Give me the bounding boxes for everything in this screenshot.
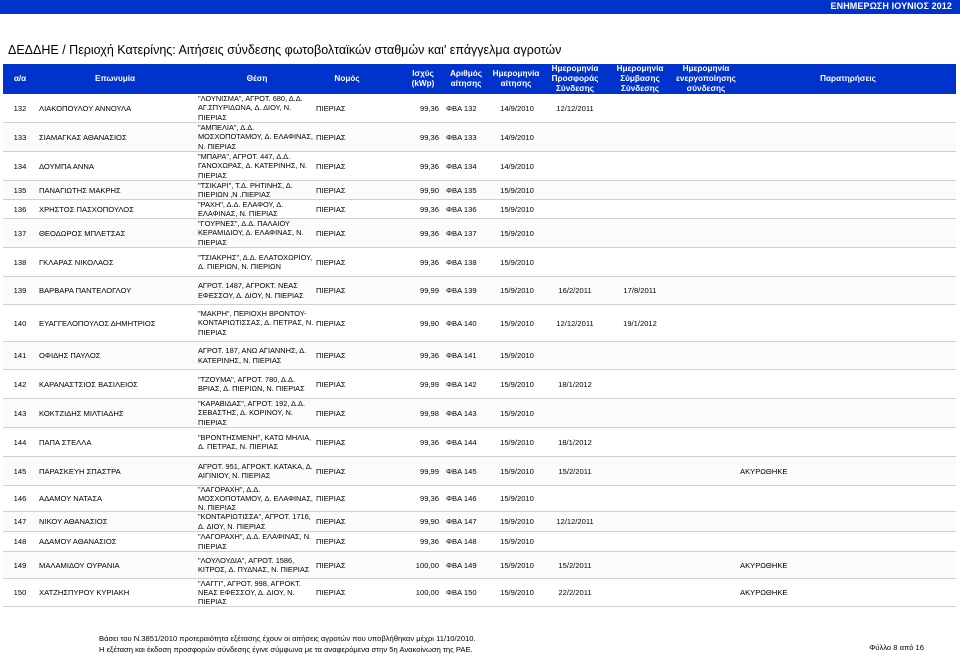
cell-name: ΜΑΛΑΜΙΔΟΥ ΟΥΡΑΝΙΑ xyxy=(39,560,120,570)
cell-name: ΚΑΡΑΝΑΣΤΣΙΟΣ ΒΑΣΙΛΕΙΟΣ xyxy=(39,379,138,389)
footer-line-1: Βάσει του Ν.3851/2010 προτεραιότητα εξέτασης έχουν οι αιτήσεις αγροτών που υποβλήθηκαν μέχρι 11/10/2010. xyxy=(99,634,476,643)
cell-request-date: 15/9/2010 xyxy=(500,437,534,447)
footer-line-2: Η εξέταση και έκδοση προσφορών σύνδεσης έγινε σύμφωνα με τα αναφερόμενα στην 5η Ανακοίνωση της ΡΑΕ. xyxy=(99,645,473,654)
cell-location: "ΚΟΝΤΑΡΙΩΤΙΣΣΑ", ΑΓΡΟΤ. 1716, Δ. ΔΙΟΥ, Ν. ΠΙΕΡΙΑΣ xyxy=(198,512,311,531)
cell-aa: 145 xyxy=(13,466,27,476)
cell-prefecture: ΠΙΕΡΙΑΣ xyxy=(316,379,346,389)
cell-notes xyxy=(740,277,820,304)
table-row xyxy=(3,200,956,219)
col-header-name: Επωνυμία xyxy=(94,74,136,83)
cell-aa: 138 xyxy=(13,257,27,267)
cell-name: ΒΑΡΒΑΡΑ ΠΑΝΤΕΛΟΓΛΟΥ xyxy=(39,286,132,295)
cell-request-number: ΦΒΑ 140 xyxy=(446,318,477,328)
cell-activation-date xyxy=(673,248,739,276)
cell-location: "ΒΡΟΝΤΗΣΜΕΝΗ", ΚΑΤΩ ΜΗΛΙΑ, Δ. ΠΕΤΡΑΣ, Ν. ΠΙΕΡΙΑΣ xyxy=(198,432,312,451)
cell-activation-date xyxy=(673,181,739,199)
cell-activation-date xyxy=(673,486,739,511)
cell-contract-date xyxy=(608,428,672,456)
table-row xyxy=(3,219,956,248)
cell-name: ΚΟΚΤΖΙΔΗΣ ΜΙΛΤΙΑΔΗΣ xyxy=(39,408,124,418)
cell-prefecture: ΠΙΕΡΙΑΣ xyxy=(316,185,346,195)
cell-power: 99,90 xyxy=(419,185,439,195)
col-header-offer-date: Ημερομηνία Προσφοράς Σύνδεσης xyxy=(551,64,599,93)
cell-aa: 135 xyxy=(13,185,27,195)
table-row xyxy=(3,457,956,486)
cell-contract-date xyxy=(608,123,672,151)
cell-power: 99,99 xyxy=(419,379,439,389)
cell-offer-date xyxy=(543,248,607,276)
cell-aa: 141 xyxy=(13,351,27,360)
cell-prefecture: ΠΙΕΡΙΑΣ xyxy=(316,286,346,295)
cell-request-date: 15/9/2010 xyxy=(500,494,534,503)
cell-power: 100,00 xyxy=(415,560,439,570)
cell-contract-date xyxy=(608,579,672,606)
cell-offer-date xyxy=(543,486,607,511)
cell-location: "ΚΑΡΑΒΙΔΑΣ", ΑΓΡΟΤ. 192, Δ.Δ. ΣΕΒΑΣΤΗΣ, Δ. ΚΟΡΙΝΟΥ, Ν. ΠΙΕΡΙΑΣ xyxy=(198,399,306,427)
cell-request-number: ΦΒΑ 144 xyxy=(446,437,477,447)
cell-power: 99,36 xyxy=(419,132,439,142)
cell-request-date: 14/9/2010 xyxy=(500,161,534,171)
table-row xyxy=(3,532,956,552)
cell-offer-date xyxy=(543,152,607,180)
cell-aa: 137 xyxy=(13,228,27,238)
cell-location: ΑΓΡΟΤ. 951, ΑΓΡΟΚΤ. ΚΑΤΑΚΑ, Δ. ΑΙΓΙΝΙΟΥ, Ν. ΠΙΕΡΙΑΣ xyxy=(198,461,313,480)
cell-aa: 148 xyxy=(13,537,27,546)
cell-power: 99,90 xyxy=(419,318,439,328)
cell-power: 99,36 xyxy=(419,351,439,360)
cell-activation-date xyxy=(673,370,739,398)
cell-notes: ΑΚΥΡΩΘΗΚΕ xyxy=(740,588,788,597)
col-header-request-date: Ημερομηνία αίτησης xyxy=(492,69,540,88)
cell-location: "ΤΣΙΑΚΡΗΣ", Δ.Δ. ΕΛΑΤΟΧΩΡΙΟΥ, Δ. ΠΙΕΡΙΩΝ, Ν. ΠΙΕΡΙΩΝ xyxy=(198,252,313,271)
cell-contract-date xyxy=(608,219,672,247)
cell-activation-date xyxy=(673,579,739,606)
cell-location: "ΛΟΥΝΙΣΜΑ", ΑΓΡΟΤ. 680, Δ.Δ. ΑΓ.ΣΠΥΡΙΔΩΝΑ, Δ. ΔΙΟΥ, Ν. ΠΙΕΡΙΑΣ xyxy=(198,94,303,122)
cell-activation-date xyxy=(673,512,739,531)
cell-request-number: ΦΒΑ 135 xyxy=(446,185,477,195)
cell-activation-date xyxy=(673,457,739,485)
cell-request-date: 15/9/2010 xyxy=(500,560,534,570)
cell-power: 99,36 xyxy=(419,228,439,238)
cell-prefecture: ΠΙΕΡΙΑΣ xyxy=(316,228,346,238)
cell-aa: 146 xyxy=(13,494,27,503)
cell-power: 99,36 xyxy=(419,437,439,447)
cell-request-number: ΦΒΑ 141 xyxy=(446,351,477,360)
cell-request-date: 15/9/2010 xyxy=(500,379,534,389)
cell-request-number: ΦΒΑ 134 xyxy=(446,161,477,171)
cell-location: "ΛΑΓΟΡΑΧΗ", Δ.Δ. ΜΟΣΧΟΠΟΤΑΜΟΥ, Δ. ΕΛΑΦΙΝΑΣ, Ν. ΠΙΕΡΙΑΣ xyxy=(198,486,313,511)
cell-activation-date xyxy=(673,342,739,369)
cell-request-number: ΦΒΑ 145 xyxy=(446,466,477,476)
cell-prefecture: ΠΙΕΡΙΑΣ xyxy=(316,560,346,570)
cell-offer-date: 12/12/2011 xyxy=(556,103,594,113)
cell-power: 99,98 xyxy=(419,408,439,418)
cell-request-date: 15/9/2010 xyxy=(500,318,534,328)
cell-request-date: 15/9/2010 xyxy=(500,228,534,238)
cell-request-date: 15/9/2010 xyxy=(500,588,534,597)
cell-aa: 133 xyxy=(13,132,27,142)
cell-location: "ΛΑΓΓΙ", ΑΓΡΟΤ. 998, ΑΓΡΟΚΤ. ΝΕΑΣ ΕΦΕΣΣΟΥ, Δ. ΔΙΟΥ, Ν. ΠΙΕΡΙΑΣ xyxy=(198,579,301,606)
cell-name: ΑΔΑΜΟΥ ΝΑΤΑΣΑ xyxy=(39,494,103,503)
cell-request-number: ΦΒΑ 142 xyxy=(446,379,477,389)
cell-request-number: ΦΒΑ 136 xyxy=(446,204,477,214)
cell-name: ΧΡΗΣΤΟΣ ΠΑΣΧΟΠΟΥΛΟΣ xyxy=(39,204,134,214)
table-row xyxy=(3,248,956,277)
table-row xyxy=(3,370,956,399)
cell-notes xyxy=(740,181,820,199)
cell-prefecture: ΠΙΕΡΙΑΣ xyxy=(316,204,346,214)
cell-power: 99,36 xyxy=(419,257,439,267)
cell-activation-date xyxy=(673,552,739,578)
cell-activation-date xyxy=(673,94,739,122)
cell-notes xyxy=(740,370,820,398)
cell-location: "ΜΠΑΡΑ", ΑΓΡΟΤ. 447, Δ.Δ. ΓΑΝΟΧΩΡΑΣ, Δ. ΚΑΤΕΡΙΝΗΣ, Ν. ΠΙΕΡΙΑΣ xyxy=(198,152,307,180)
cell-aa: 147 xyxy=(13,517,27,526)
cell-notes xyxy=(740,219,820,247)
cell-power: 99,36 xyxy=(419,103,439,113)
col-header-location: Θέση xyxy=(246,74,268,83)
table-header xyxy=(3,64,956,94)
cell-notes xyxy=(740,342,820,369)
cell-notes xyxy=(740,532,820,551)
cell-prefecture: ΠΙΕΡΙΑΣ xyxy=(316,537,346,546)
cell-request-date: 15/9/2010 xyxy=(500,466,534,476)
cell-location: "ΤΖΟΥΜΑ", ΑΓΡΟΤ. 780, Δ.Δ. ΒΡΙΑΣ, Δ. ΠΙΕΡΙΩΝ, Ν. ΠΙΕΡΙΑΣ xyxy=(198,374,305,393)
cell-offer-date xyxy=(543,219,607,247)
cell-activation-date xyxy=(673,152,739,180)
cell-offer-date xyxy=(543,532,607,551)
cell-location: "ΛΑΓΟΡΑΧΗ", Δ.Δ. ΕΛΑΦΙΝΑΣ, Ν. ΠΙΕΡΙΑΣ xyxy=(198,532,312,551)
cell-power: 99,90 xyxy=(419,517,439,526)
cell-contract-date: 19/1/2012 xyxy=(623,318,657,328)
cell-prefecture: ΠΙΕΡΙΑΣ xyxy=(316,517,346,526)
cell-notes xyxy=(740,94,820,122)
cell-prefecture: ΠΙΕΡΙΑΣ xyxy=(316,161,346,171)
cell-contract-date xyxy=(608,181,672,199)
cell-prefecture: ΠΙΕΡΙΑΣ xyxy=(316,494,346,503)
cell-request-date: 14/9/2010 xyxy=(500,103,534,113)
cell-location: "ΓΟΥΡΝΕΣ", Δ.Δ. ΠΑΛΑΙΟΥ ΚΕΡΑΜΙΔΙΟΥ, Δ. ΕΛΑΦΙΝΑΣ, Ν. ΠΙΕΡΙΑΣ xyxy=(198,219,304,247)
cell-name: ΠΑΡΑΣΚΕΥΗ ΣΠΑΣΤΡΑ xyxy=(39,466,121,476)
page-number: Φύλλο 8 από 16 xyxy=(869,643,924,652)
table-row xyxy=(3,94,956,123)
cell-contract-date xyxy=(608,152,672,180)
page-title: ΔΕΔΔΗΕ / Περιοχή Κατερίνης: Αιτήσεις σύνδεσης φωτοβολταϊκών σταθμών και' επάγγελμα αγροτών xyxy=(8,43,562,57)
cell-prefecture: ΠΙΕΡΙΑΣ xyxy=(316,466,346,476)
cell-notes: ΑΚΥΡΩΘΗΚΕ xyxy=(740,466,788,476)
cell-power: 99,36 xyxy=(419,161,439,171)
cell-notes xyxy=(740,399,820,427)
cell-contract-date xyxy=(608,399,672,427)
cell-notes xyxy=(740,512,820,531)
cell-notes xyxy=(740,428,820,456)
cell-name: ΕΥΑΓΓΕΛΟΠΟΥΛΟΣ ΔΗΜΗΤΡΙΟΣ xyxy=(39,318,156,328)
cell-name: ΔΟΥΜΠΑ ΑΝΝΑ xyxy=(39,161,94,171)
cell-request-number: ΦΒΑ 138 xyxy=(446,257,477,267)
table-row xyxy=(3,579,956,607)
col-header-notes: Παρατηρήσεις xyxy=(820,74,876,83)
cell-activation-date xyxy=(673,305,739,341)
cell-prefecture: ΠΙΕΡΙΑΣ xyxy=(316,318,346,328)
cell-contract-date xyxy=(608,200,672,218)
cell-activation-date xyxy=(673,123,739,151)
cell-power: 99,99 xyxy=(419,466,439,476)
cell-request-number: ΦΒΑ 139 xyxy=(446,286,477,295)
cell-aa: 142 xyxy=(13,379,27,389)
table-row xyxy=(3,399,956,428)
cell-contract-date xyxy=(608,370,672,398)
cell-contract-date xyxy=(608,552,672,578)
cell-location: "ΡΑΧΗ", Δ.Δ. ΕΛΑΦΟΥ, Δ. ΕΛΑΦΙΝΑΣ, Ν. ΠΙΕΡΙΑΣ xyxy=(198,200,284,218)
cell-request-number: ΦΒΑ 149 xyxy=(446,560,477,570)
cell-offer-date: 18/1/2012 xyxy=(558,437,592,447)
cell-aa: 134 xyxy=(13,161,27,171)
cell-offer-date: 18/1/2012 xyxy=(558,379,592,389)
cell-request-number: ΦΒΑ 132 xyxy=(446,103,477,113)
cell-location: "ΛΟΥΛΟΥΔΙΑ", ΑΓΡΟΤ. 1586, ΚΙΤΡΟΣ, Δ. ΠΥΔΝΑΣ, Ν. ΠΙΕΡΙΑΣ xyxy=(198,555,310,574)
cell-request-date: 15/9/2010 xyxy=(500,408,534,418)
cell-request-number: ΦΒΑ 150 xyxy=(446,588,477,597)
cell-contract-date: 17/8/2011 xyxy=(623,286,657,295)
cell-name: ΠΑΠΑ ΣΤΕΛΛΑ xyxy=(39,437,92,447)
cell-prefecture: ΠΙΕΡΙΑΣ xyxy=(316,132,346,142)
cell-activation-date xyxy=(673,200,739,218)
cell-request-date: 14/9/2010 xyxy=(500,132,534,142)
cell-prefecture: ΠΙΕΡΙΑΣ xyxy=(316,351,346,360)
cell-request-number: ΦΒΑ 147 xyxy=(446,517,477,526)
cell-offer-date xyxy=(543,200,607,218)
col-header-power: Ισχύς (kWp) xyxy=(411,69,435,88)
cell-activation-date xyxy=(673,219,739,247)
cell-contract-date xyxy=(608,532,672,551)
cell-request-number: ΦΒΑ 137 xyxy=(446,228,477,238)
cell-power: 99,36 xyxy=(419,537,439,546)
cell-aa: 139 xyxy=(13,286,27,295)
col-header-prefecture: Νομός xyxy=(334,74,360,83)
cell-offer-date: 15/2/2011 xyxy=(558,466,592,476)
table-row xyxy=(3,428,956,457)
cell-contract-date xyxy=(608,342,672,369)
cell-notes xyxy=(740,200,820,218)
cell-request-date: 15/9/2010 xyxy=(500,286,534,295)
cell-request-date: 15/9/2010 xyxy=(500,204,534,214)
cell-request-number: ΦΒΑ 146 xyxy=(446,494,477,503)
cell-offer-date xyxy=(543,181,607,199)
cell-name: ΓΚΛΑΡΑΣ ΝΙΚΟΛΑΟΣ xyxy=(39,257,114,267)
cell-request-date: 15/9/2010 xyxy=(500,257,534,267)
cell-power: 99,36 xyxy=(419,204,439,214)
cell-contract-date xyxy=(608,457,672,485)
cell-prefecture: ΠΙΕΡΙΑΣ xyxy=(316,257,346,267)
table-row xyxy=(3,342,956,370)
cell-offer-date xyxy=(543,399,607,427)
cell-offer-date: 15/2/2011 xyxy=(558,560,592,570)
cell-offer-date: 22/2/2011 xyxy=(558,588,592,597)
cell-offer-date: 16/2/2011 xyxy=(558,286,592,295)
cell-name: ΟΦΙΔΗΣ ΠΑΥΛΟΣ xyxy=(39,351,101,360)
cell-name: ΣΙΑΜΑΓΚΑΣ ΑΘΑΝΑΣΙΟΣ xyxy=(39,132,127,142)
cell-power: 100,00 xyxy=(415,588,439,597)
cell-aa: 149 xyxy=(13,560,27,570)
cell-offer-date xyxy=(543,123,607,151)
cell-location: "ΜΑΚΡΗ", ΠΕΡΙΟΧΗ ΒΡΟΝΤΟΥ-ΚΟΝΤΑΡΙΩΤΙΣΣΑΣ, Δ. ΠΕΤΡΑΣ, Ν. ΠΙΕΡΙΑΣ xyxy=(198,309,314,337)
cell-request-number: ΦΒΑ 143 xyxy=(446,408,477,418)
cell-name: ΠΑΝΑΓΙΩΤΗΣ ΜΑΚΡΗΣ xyxy=(39,185,121,195)
cell-request-number: ΦΒΑ 133 xyxy=(446,132,477,142)
cell-activation-date xyxy=(673,428,739,456)
cell-location: ΑΓΡΟΤ. 1487, ΑΓΡΟΚΤ. ΝΕΑΣ ΕΦΕΣΣΟΥ, Δ. ΔΙΟΥ, Ν. ΠΙΕΡΙΑΣ xyxy=(198,281,304,300)
table-row xyxy=(3,277,956,305)
table-row xyxy=(3,152,956,181)
table-row xyxy=(3,486,956,512)
cell-activation-date xyxy=(673,399,739,427)
cell-location: ΑΓΡΟΤ. 187, ΑΝΩ ΑΓΙΑΝΝΗΣ, Δ. ΚΑΤΕΡΙΝΗΣ, Ν. ΠΙΕΡΙΑΣ xyxy=(198,346,307,365)
col-header-request-number: Αριθμός αίτησης xyxy=(450,69,482,88)
cell-name: ΧΑΤΖΗΣΠΥΡΟΥ ΚΥΡΙΑΚΗ xyxy=(39,588,130,597)
top-bar xyxy=(0,0,960,14)
cell-location: "ΑΜΠΕΛΙΑ", Δ.Δ. ΜΟΣΧΟΠΟΤΑΜΟΥ, Δ. ΕΛΑΦΙΝΑΣ, Ν. ΠΙΕΡΙΑΣ xyxy=(198,123,313,151)
cell-request-date: 15/9/2010 xyxy=(500,351,534,360)
cell-name: ΝΙΚΟΥ ΑΘΑΝΑΣΙΟΣ xyxy=(39,517,108,526)
cell-aa: 140 xyxy=(13,318,27,328)
cell-name: ΑΔΑΜΟΥ ΑΘΑΝΑΣΙΟΣ xyxy=(39,537,117,546)
cell-contract-date xyxy=(608,94,672,122)
col-header-aa: α/α xyxy=(13,74,27,83)
cell-aa: 132 xyxy=(13,103,27,113)
cell-request-date: 15/9/2010 xyxy=(500,185,534,195)
cell-notes xyxy=(740,248,820,276)
cell-notes: ΑΚΥΡΩΘΗΚΕ xyxy=(740,560,788,570)
cell-offer-date xyxy=(543,342,607,369)
col-header-contract-date: Ημερομηνία Σύμβασης Σύνδεσης xyxy=(616,64,664,93)
cell-notes xyxy=(740,152,820,180)
cell-contract-date xyxy=(608,486,672,511)
cell-prefecture: ΠΙΕΡΙΑΣ xyxy=(316,437,346,447)
table-body xyxy=(3,94,956,609)
cell-notes xyxy=(740,486,820,511)
table-row xyxy=(3,123,956,152)
cell-aa: 143 xyxy=(13,408,27,418)
cell-aa: 136 xyxy=(13,204,27,214)
table-row xyxy=(3,512,956,532)
table-row xyxy=(3,552,956,579)
cell-contract-date xyxy=(608,248,672,276)
cell-prefecture: ΠΙΕΡΙΑΣ xyxy=(316,588,346,597)
cell-request-date: 15/9/2010 xyxy=(500,537,534,546)
col-header-activation-date: Ημερομηνία ενεργοποίησης σύνδεσης xyxy=(676,64,736,93)
cell-request-date: 15/9/2010 xyxy=(500,517,534,526)
footer-notes xyxy=(99,633,476,654)
cell-activation-date xyxy=(673,532,739,551)
cell-notes xyxy=(740,123,820,151)
update-label: ΕΝΗΜΕΡΩΣΗ ΙΟΥΝΙΟΣ 2012 xyxy=(830,1,952,11)
cell-location: "ΤΣΙΚΑΡΙ", Τ.Δ. ΡΗΤΙΝΗΣ, Δ. ΠΙΕΡΙΩΝ ,Ν .ΠΙΕΡΙΑΣ xyxy=(198,181,293,199)
cell-aa: 144 xyxy=(13,437,27,447)
cell-request-number: ΦΒΑ 148 xyxy=(446,537,477,546)
cell-aa: 150 xyxy=(13,588,27,597)
cell-power: 99,99 xyxy=(419,286,439,295)
cell-prefecture: ΠΙΕΡΙΑΣ xyxy=(316,408,346,418)
table-row xyxy=(3,181,956,200)
cell-power: 99,36 xyxy=(419,494,439,503)
cell-offer-date: 12/12/2011 xyxy=(556,517,594,526)
cell-activation-date xyxy=(673,277,739,304)
cell-contract-date xyxy=(608,512,672,531)
cell-name: ΘΕΟΔΩΡΟΣ ΜΠΛΕΤΣΑΣ xyxy=(39,228,126,238)
cell-notes xyxy=(740,305,820,341)
cell-offer-date: 12/12/2011 xyxy=(556,318,594,328)
cell-name: ΛΙΑΚΟΠΟΥΛΟΥ ΑΝΝΟΥΛΑ xyxy=(39,103,132,113)
table-row xyxy=(3,305,956,342)
cell-prefecture: ΠΙΕΡΙΑΣ xyxy=(316,103,346,113)
